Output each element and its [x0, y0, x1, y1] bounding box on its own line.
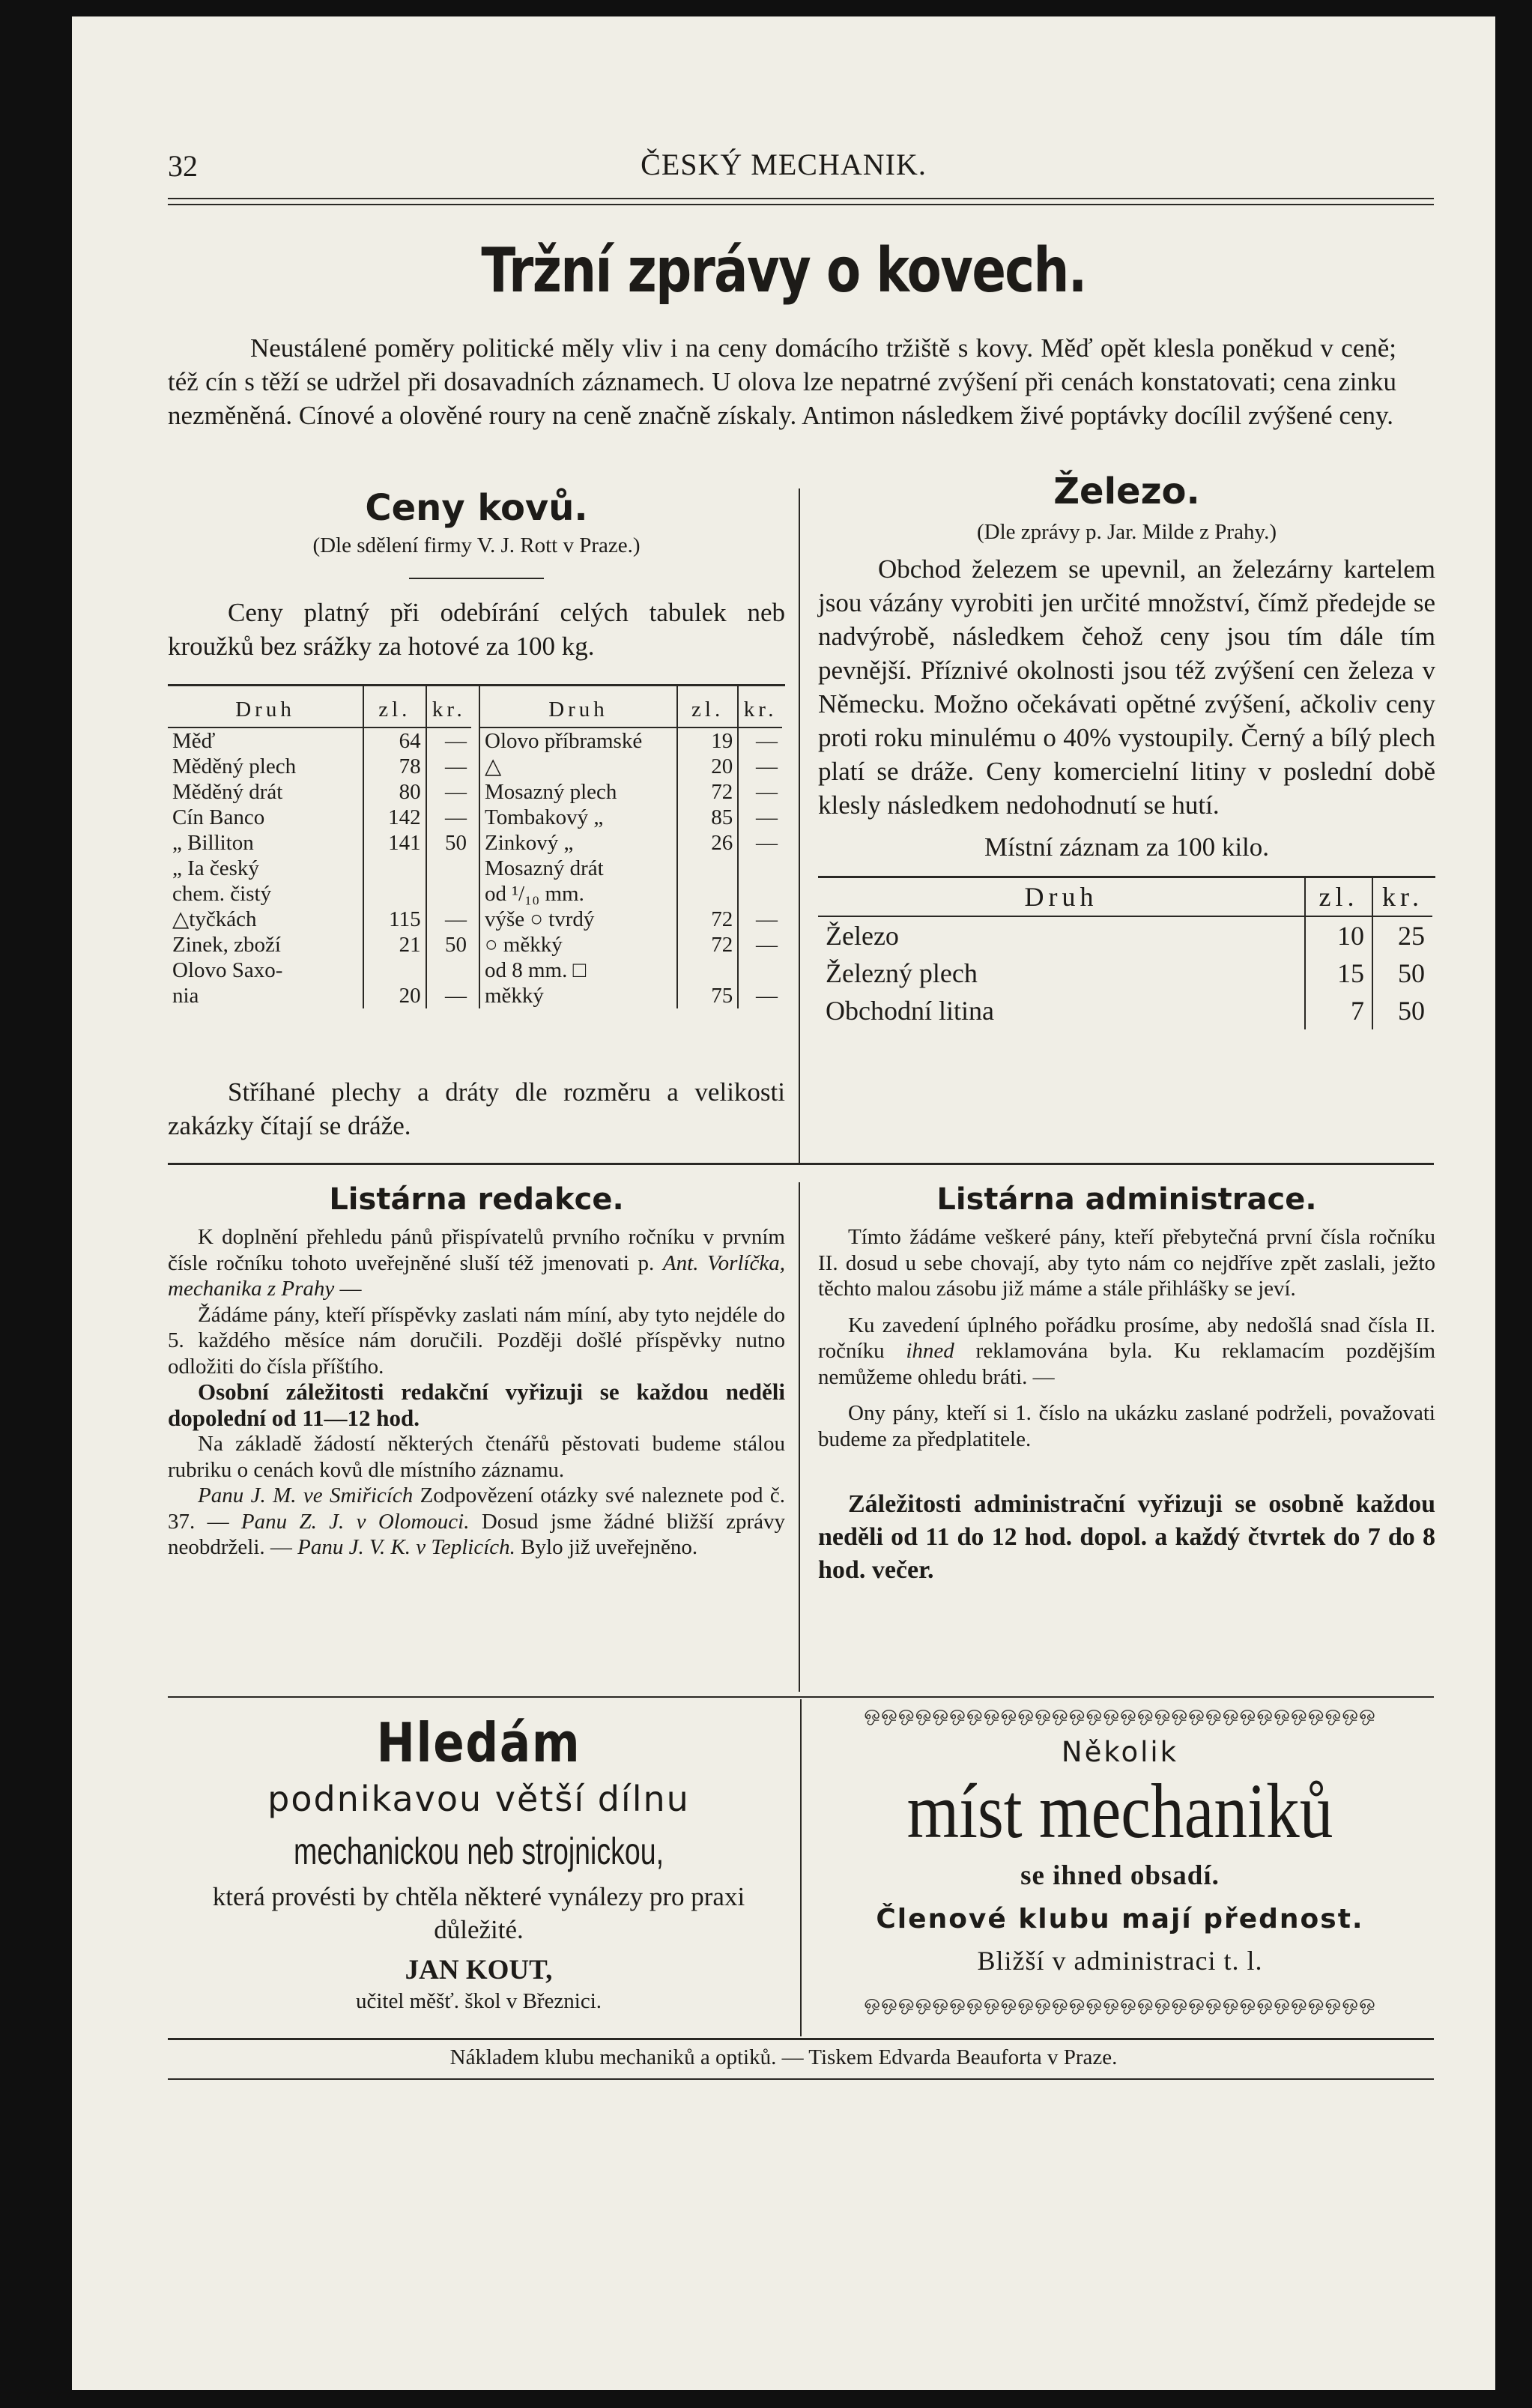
col-zl: zl.: [1305, 878, 1372, 916]
page-number: 32: [168, 149, 198, 183]
table-row: [168, 907, 471, 932]
cell-zl: 72: [677, 779, 738, 805]
admin-p2-emph: ihned: [906, 1339, 954, 1363]
col-zl: zl.: [677, 686, 738, 727]
cell-kind: △: [479, 754, 677, 779]
admin-p2: [818, 1313, 1435, 1391]
cell-zl: 20: [677, 754, 738, 779]
cell-kr: —: [426, 727, 471, 754]
cell-zl: 19: [677, 727, 738, 754]
editorial-p1-name: Ant. Vorlíčka, mechanika z Prahy: [168, 1250, 785, 1301]
cell-zl: 10: [1305, 916, 1372, 955]
cell-kind: Cín Banco: [172, 805, 265, 829]
cell-kind: Železný plech: [826, 958, 978, 988]
table-row: [479, 856, 782, 881]
cell-kr: —: [426, 754, 471, 779]
editorial-p5-text1: Zodpovězení otázky své naleznete pod č. 37. —: [168, 1483, 785, 1534]
cell-zl: 7: [1305, 992, 1372, 1029]
table-row: [479, 932, 782, 958]
editorial-p5-name3: Panu J. V. K. v Teplicích.: [297, 1535, 515, 1559]
cell-kr: —: [738, 932, 782, 958]
cell-kr: —: [738, 983, 782, 1008]
cell-kind: chem. čistý: [172, 882, 272, 906]
admin-p2-text1: Ku zavedení úplného pořádku prosíme, aby nedošlá snad čísla II. ročníku: [818, 1313, 1435, 1363]
cell-kr: 50: [426, 932, 471, 958]
editorial-title: Listárna redakce.: [329, 1182, 624, 1217]
ad-right-line2: se ihned obsadí.: [1020, 1860, 1220, 1891]
ad-left-name: JAN KOUT,: [405, 1955, 553, 1985]
cell-zl: 85: [677, 805, 738, 830]
cell-kind: „ Billiton: [172, 831, 254, 855]
table-row: [168, 727, 471, 754]
cell-kind: Olovo Saxo-: [172, 958, 283, 982]
editorial-p5-text2: Dosud jsme žádné bližší zprávy neobdrželi. —: [168, 1509, 786, 1559]
editorial-p5-name1: Panu J. M. ve Smiřicích: [198, 1483, 414, 1507]
cell-kind: Měděný drát: [172, 780, 283, 804]
cell-zl: 26: [677, 830, 738, 856]
ornament-top: ஒஒஒஒஒஒஒஒஒஒஒஒஒஒஒஒஒஒஒஒஒஒஒஒஒஒஒஒஒஒ: [864, 1702, 1376, 1725]
admin-body: [818, 1224, 1435, 1587]
cell-zl: [677, 881, 738, 907]
cell-zl: 142: [363, 805, 426, 830]
cell-kind: ○ měkký: [479, 932, 677, 958]
metal-table-right: [479, 686, 782, 1008]
table-row: [479, 805, 782, 830]
section-rule: [168, 1163, 1434, 1165]
cell-kind: Měď: [172, 729, 216, 753]
ads-divider: [800, 1699, 802, 2036]
cell-kind: Mosazný drát: [479, 856, 677, 881]
table-row: [818, 992, 1432, 1029]
table-row: [479, 881, 782, 907]
table-row: [479, 779, 782, 805]
editorial-p1-end: —: [334, 1277, 362, 1301]
cell-zl: 80: [363, 779, 426, 805]
cell-kind: Zinkový „: [479, 830, 677, 856]
cell-kr: —: [426, 779, 471, 805]
cell-zl: 15: [1305, 955, 1372, 992]
ad-right-line1: Několik: [1061, 1736, 1179, 1768]
cell-kind: Zinek, zboží: [172, 933, 281, 957]
metal-prices-table-frame: [168, 684, 785, 1074]
header-rule-top: [168, 198, 1434, 199]
table-row: [168, 983, 471, 1008]
cell-kind: od ¹/₁₀ mm.: [479, 881, 677, 907]
cell-zl: 72: [677, 932, 738, 958]
market-intro-text: Neustálené poměry politické měly vliv i na ceny domácího tržiště s kovy. Měď opět klesla poněkud v ceně; též cín s těží se udržel při dosavadních záznamech. U olova lze nepatrné zvýšení při cenách konstatovati; cena zinku nezměněná. Cínové a olověné roury na ceně značně získaly. Antimon následkem živé poptávky docílil zvýšené ceny.: [168, 333, 1396, 430]
editorial-p1: [168, 1224, 785, 1302]
ad-right: [805, 1702, 1435, 2016]
cell-zl: [363, 856, 426, 881]
metal-prices-note: Ceny platný při odebírání celých tabulek neb kroužků bez srážky za hotové za 100 kg.: [168, 598, 785, 661]
metal-prices-title: Ceny kovů.: [365, 487, 588, 529]
iron-table-frame: [818, 876, 1435, 1029]
table-row: [479, 727, 782, 754]
col-kr: kr.: [426, 686, 471, 727]
admin-p1: Tímto žádáme veškeré pány, kteří přebytečná první čísla ročníku II. dosud u sebe chovají, aby tyto nám co nejdříve zpět zaslali, ježto těchto malou zásobu již máme a stále přihlášky se jeví.: [818, 1225, 1435, 1301]
cell-zl: 141: [363, 830, 426, 856]
iron-local-note: Místní záznam za 100 kilo.: [984, 832, 1270, 862]
table-row: [818, 955, 1432, 992]
table-row: [168, 932, 471, 958]
col-kr: kr.: [1372, 878, 1432, 916]
short-divider: [409, 578, 544, 579]
cell-kind: Železo: [826, 921, 899, 951]
cell-kind: Obchodní litina: [826, 996, 994, 1026]
cell-kr: [426, 881, 471, 907]
editorial-p2: Žádáme pány, kteří příspěvky zaslati nám míní, aby tyto nejdéle do 5. každého měsíce nám doručili. Později došlé příspěvky nutno odložiti do čísla příštího.: [168, 1302, 785, 1379]
cell-kr: [426, 958, 471, 983]
journal-title: ČESKÝ MECHANIK.: [641, 148, 927, 181]
cell-kr: —: [426, 983, 471, 1008]
cell-kr: 25: [1372, 916, 1432, 955]
cell-kind: △tyčkách: [172, 907, 257, 931]
table-row: [479, 907, 782, 932]
col-kr: kr.: [738, 686, 782, 727]
cell-kr: 50: [1372, 955, 1432, 992]
editorial-p3: Osobní záležitosti redakční vyřizuji se každou neděli dopolední od 11—12 hod.: [168, 1379, 785, 1431]
cell-kr: —: [738, 907, 782, 932]
editorial-p5: [168, 1483, 785, 1561]
cell-kind: nia: [172, 984, 199, 1008]
cell-kr: 50: [426, 830, 471, 856]
cell-kind: od 8 mm. □: [479, 958, 677, 983]
ornament-bottom: ஒஒஒஒஒஒஒஒஒஒஒஒஒஒஒஒஒஒஒஒஒஒஒஒஒஒஒஒஒஒ: [864, 1991, 1376, 2014]
cell-zl: 75: [677, 983, 738, 1008]
cell-zl: [363, 881, 426, 907]
metal-prices-footnote: Stříhané plechy a dráty dle rozměru a velikosti zakázky čítají se dráže.: [168, 1077, 785, 1140]
cell-kr: [738, 856, 782, 881]
page: [72, 16, 1495, 2390]
ad-left: [168, 1711, 790, 2014]
ad-left-headline: Hledám: [376, 1711, 581, 1774]
col-zl: zl.: [363, 686, 426, 727]
table-row: [818, 916, 1432, 955]
footer-rule-top: [168, 2038, 1434, 2040]
iron-table: [818, 878, 1432, 1029]
ad-left-line3: která provésti by chtěla některé vynálezy pro praxi důležité.: [212, 1882, 745, 1944]
table-row: [168, 805, 471, 830]
footer-rule-bottom: [168, 2078, 1434, 2080]
iron-section: [818, 471, 1435, 1029]
col-kind: Druh: [818, 878, 1305, 916]
editorial-p4: Na základě žádostí některých čtenářů pěstovati budeme stálou rubriku o cenách kovů dle místního záznamu.: [168, 1432, 785, 1482]
table-row: [479, 754, 782, 779]
column-divider-bottom: [799, 1182, 800, 1692]
table-row: [479, 830, 782, 856]
iron-source: (Dle zprávy p. Jar. Milde z Prahy.): [977, 520, 1277, 544]
cell-zl: 21: [363, 932, 426, 958]
market-title: Tržní zprávy o kovech.: [481, 235, 1086, 306]
metal-prices-section: [168, 487, 785, 1143]
table-row: [479, 958, 782, 983]
cell-zl: [677, 958, 738, 983]
table-row: [168, 856, 471, 881]
ads-rule-top: [168, 1696, 1434, 1698]
cell-kr: —: [738, 754, 782, 779]
table-row: [168, 830, 471, 856]
editorial-p5-name2: Panu Z. J. v Olomouci.: [240, 1509, 470, 1534]
cell-kr: [738, 881, 782, 907]
editorial-p1-text: K doplnění přehledu pánů přispívatelů prvního ročníku v prvním čísle ročníku tohoto uveřejněné sluší též jmenovati p.: [168, 1225, 785, 1275]
table-row: [168, 779, 471, 805]
cell-kind: Měděný plech: [172, 754, 297, 778]
ad-right-headline: míst mechaniků: [906, 1768, 1333, 1854]
metal-prices-source: (Dle sdělení firmy V. J. Rott v Praze.): [312, 533, 641, 557]
cell-kr: [738, 958, 782, 983]
cell-kr: 50: [1372, 992, 1432, 1029]
ad-left-line2: mechanickou neb strojnickou,: [293, 1830, 664, 1872]
ad-left-line1: podnikavou větší dílnu: [267, 1779, 690, 1819]
cell-kr: —: [738, 779, 782, 805]
metal-table-left: [168, 686, 471, 1008]
admin-section: [818, 1182, 1435, 1587]
admin-p3: Ony pány, kteří si 1. číslo na ukázku zaslané podrželi, považovati budeme za předplatitele.: [818, 1401, 1435, 1451]
col-kind: Druh: [479, 686, 677, 727]
editorial-p5-text3: Bylo již uveřejněno.: [515, 1535, 698, 1559]
cell-zl: 64: [363, 727, 426, 754]
iron-title: Železo.: [1053, 471, 1200, 512]
market-intro: [168, 331, 1396, 432]
imprint: Nákladem klubu mechaniků a optiků. — Tiskem Edvarda Beauforta v Praze.: [449, 2045, 1118, 2069]
cell-kind: měkký: [479, 983, 677, 1008]
cell-zl: [677, 856, 738, 881]
editorial-section: [168, 1182, 785, 1561]
editorial-body: [168, 1224, 785, 1561]
cell-zl: 115: [363, 907, 426, 932]
ad-left-role: učitel měšť. škol v Březnici.: [355, 1989, 602, 2013]
cell-kind: Tombakový „: [479, 805, 677, 830]
ad-right-line3: Členové klubu mají přednost.: [876, 1904, 1364, 1934]
iron-text: Obchod železem se upevnil, an železárny kartelem jsou vázány vyrobiti jen určité množství, čímž předejde se nadvýrobě, následkem čehož ceny jsou tím dále tím pevnější. Příznivé okolnosti jsou též zvýšení cen železa v Německu. Možno očekávati opětné zvýšení, ačkoliv ceny proti roku minulému o 40% vystoupily. Černý a bílý plech platí se dráže. Ceny komercielní litiny v poslední době klesly následkem nedohodnutí se hutí.: [818, 554, 1435, 820]
table-row: [168, 754, 471, 779]
cell-kr: —: [738, 727, 782, 754]
table-row: [168, 881, 471, 907]
table-row: [479, 983, 782, 1008]
cell-kr: —: [738, 805, 782, 830]
table-row: [168, 958, 471, 983]
cell-kind: „ Ia český: [172, 856, 259, 880]
cell-zl: 72: [677, 907, 738, 932]
cell-kr: —: [426, 805, 471, 830]
col-kind: Druh: [168, 686, 363, 727]
cell-kr: —: [738, 830, 782, 856]
cell-kind: výše ○ tvrdý: [479, 907, 677, 932]
cell-zl: 20: [363, 983, 426, 1008]
header-rule-bottom: [168, 204, 1434, 205]
cell-kind: Mosazný plech: [479, 779, 677, 805]
cell-kind: Olovo příbramské: [479, 727, 677, 754]
cell-zl: [363, 958, 426, 983]
column-divider-top: [799, 488, 800, 1163]
admin-p2-text2: reklamována byla. Ku reklamacím pozdějším nemůžeme ohledu bráti. —: [818, 1339, 1435, 1389]
cell-kr: [426, 856, 471, 881]
admin-p4: Záležitosti administrační vyřizuji se osobně každou neděli od 11 do 12 hod. dopol. a každý čtvrtek do 7 do 8 hod. večer.: [818, 1490, 1435, 1584]
admin-title: Listárna administrace.: [936, 1182, 1317, 1217]
cell-kr: —: [426, 907, 471, 932]
cell-zl: 78: [363, 754, 426, 779]
ad-right-line4: Bližší v administraci t. l.: [977, 1946, 1263, 1976]
